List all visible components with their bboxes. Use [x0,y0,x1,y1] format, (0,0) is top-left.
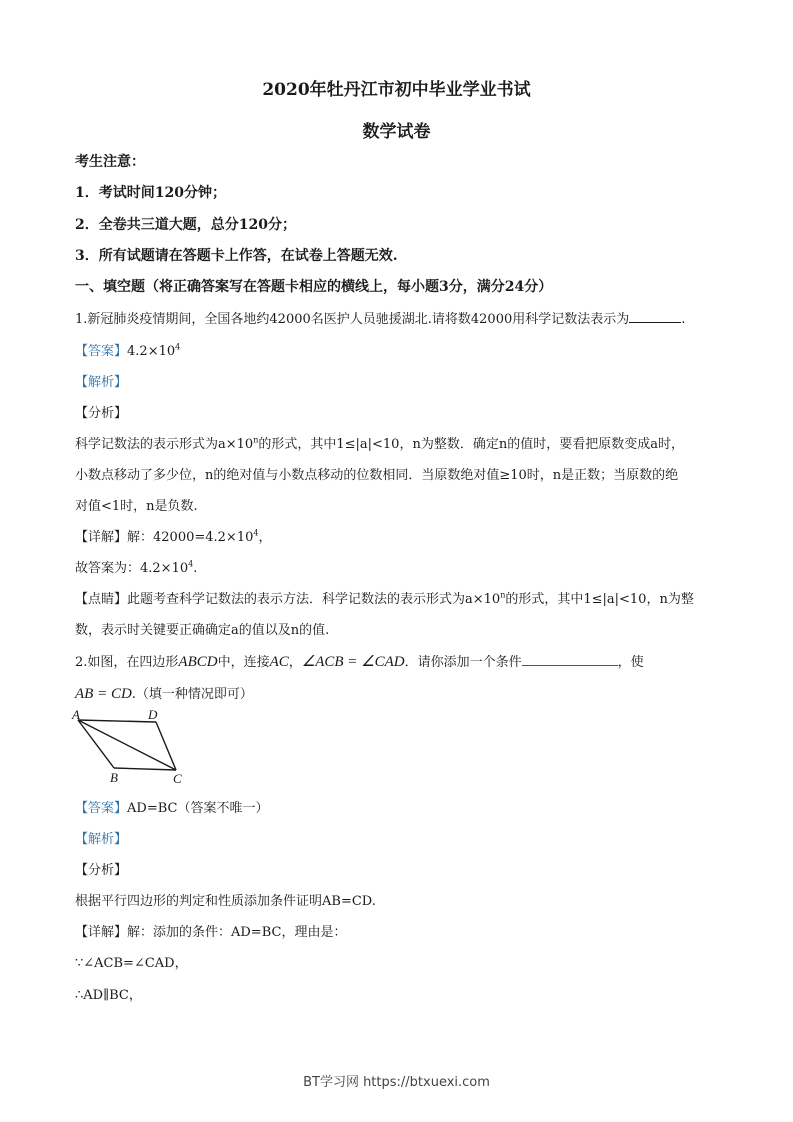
page-title: 2020年牡丹江市初中毕业学业书试 [262,80,531,100]
dianjing-line: 数，表示时关键要正确确定a的值以及n的值. [75,623,330,638]
answer-text: . [193,561,198,576]
q2-text: ．请你添加一个条件 [404,655,522,670]
label-a: A [72,708,80,722]
answer-exponent: 4 [175,342,181,352]
analysis-text: 科学记数法的表示形式为a×10 [75,437,254,452]
q2-text: 中，连接 [217,655,270,670]
q1-stem [75,308,685,327]
answer-tag: 【答案】 [75,344,128,359]
detail-line [75,526,271,545]
edge-ad [78,720,156,722]
dianjing-text: 的形式，其中1≤|a|<10，n为整 [505,592,694,607]
detail-text: 【详解】解：42000=4.2×10 [75,530,254,545]
jiexi-tag: 【解析】 [75,375,128,390]
proof-step: ∵∠ACB=∠CAD， [75,956,188,971]
jiexi-tag: 【解析】 [75,832,128,847]
section-heading: 一、填空题（将正确答案写在答题卡相应的横线上，每小题3分，满分24分） [75,279,553,295]
proof-step: ∴AD∥BC， [75,988,142,1003]
exponent: n [500,590,506,600]
page-subtitle: 数学试卷 [362,122,431,142]
label-d: D [148,708,158,722]
label-b: B [110,770,118,785]
notice-item: 2．全卷共三道大题，总分120分； [75,217,296,233]
notice-heading: 考生注意： [75,154,145,170]
answer-text: 故答案为：4.2×10 [75,561,189,576]
analysis-line [75,433,684,452]
q1-answer [75,340,180,359]
quadrilateral-figure [70,708,195,788]
diagonal-ac [78,720,176,770]
exponent: 4 [253,528,259,538]
edge-dc [156,722,176,770]
notice-item: 3．所有试题请在答题卡上作答，在试卷上答题无效. [75,248,398,264]
label-c: C [173,771,182,786]
q2-stem-cont [75,683,253,703]
detail-text: ， [258,530,272,545]
answer-line [75,557,197,576]
math-quad: ABCD [178,654,218,670]
detail-line: 【详解】解：添加的条件：AD=BC，理由是： [75,925,347,940]
q2-text: .（填一种情况即可） [131,687,253,702]
answer-tag: 【答案】 [75,801,128,816]
q2-text: 2.如图，在四边形 [75,655,179,670]
notice-item: 1．考试时间120分钟； [75,185,226,201]
answer-blank [629,310,681,323]
answer-value: AD=BC（答案不唯一） [127,801,269,816]
answer-value: 4.2×10 [127,344,176,359]
answer-blank [522,654,618,666]
q2-text: ，使 [617,655,644,670]
q2-text: ， [288,655,302,670]
dianjing-text: 【点睛】此题考查科学记数法的表示方法．科学记数法的表示形式为a×10 [75,592,501,607]
math-angles: ∠ACB = ∠CAD [301,654,405,670]
dianjing-line [75,588,694,607]
exponent: n [253,435,259,445]
q2-stem [75,651,644,671]
footer-watermark: BT学习网 https://btxuexi.com [303,1075,490,1090]
analysis-line: 对值<1时，n是负数. [75,499,198,514]
exponent: 4 [188,559,194,569]
edge-ab [78,720,114,768]
q1-stem-end: . [681,312,686,327]
math-cond: AB = CD [75,686,132,702]
analysis-line: 根据平行四边形的判定和性质添加条件证明AB=CD. [75,894,376,909]
q1-stem-text: 1.新冠肺炎疫情期间，全国各地约42000名医护人员驰援湖北.请将数42000用科学记数法表示为 [75,312,630,327]
analysis-text: 的形式，其中1≤|a|<10，n为整数．确定n的值时，要看把原数变成a时， [258,437,684,452]
fenxi-tag: 【分析】 [75,406,128,421]
edge-bc [114,768,176,770]
fenxi-tag: 【分析】 [75,863,128,878]
q2-answer [75,797,268,816]
analysis-line: 小数点移动了多少位，n的绝对值与小数点移动的位数相同．当原数绝对值≥10时，n是正数；当原数的绝 [75,468,679,483]
math-diag: AC [269,654,289,670]
